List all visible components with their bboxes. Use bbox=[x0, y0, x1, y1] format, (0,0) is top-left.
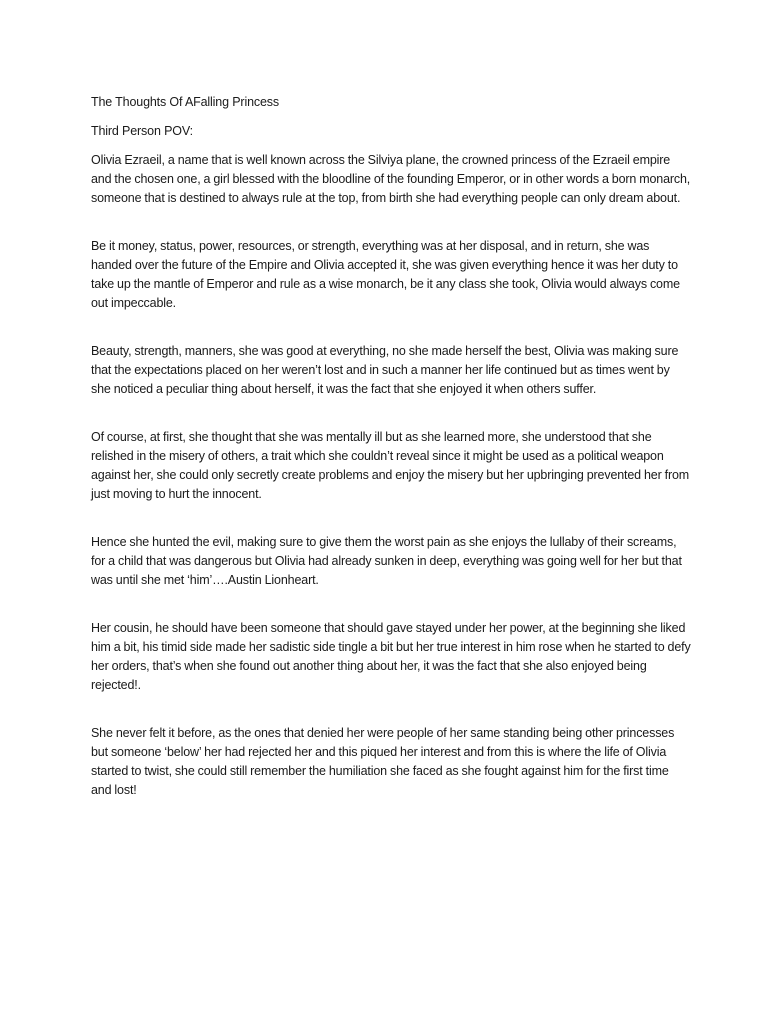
paragraph-3: Beauty, strength, manners, she was good at everything, no she made herself the best, Olivia was making sure that the expectations placed on her weren’t lost and in such a manner her life continued but as times went by she noticed a peculiar thing about herself, it was the fact that she enjoyed it when others suffer. bbox=[91, 344, 679, 396]
document-page bbox=[91, 93, 691, 800]
paragraph-6: Her cousin, he should have been someone that should gave stayed under her power, at the beginning she liked him a bit, his timid side made her sadistic side tingle a bit but her true interest in him rose when he started to defy her orders, that’s when she found out another thing about her, it was the fact that she also enjoyed being rejected!. bbox=[91, 621, 691, 692]
paragraph-1: Olivia Ezraeil, a name that is well known across the Silviya plane, the crowned princess of the Ezraeil empire and the chosen one, a girl blessed with the bloodline of the founding Emperor, or in other words a born monarch, someone that is destined to always rule at the top, from birth she had everything people can only dream about. bbox=[91, 153, 691, 205]
paragraph-5: Hence she hunted the evil, making sure to give them the worst pain as she enjoys the lullaby of their screams, for a child that was dangerous but Olivia had already sunken in deep, everything was going well for her but that was until she met ‘him’….Austin Lionheart. bbox=[91, 535, 682, 587]
story-title: The Thoughts Of AFalling Princess bbox=[91, 95, 279, 109]
paragraph-4: Of course, at first, she thought that she was mentally ill but as she learned more, she understood that she relished in the misery of others, a trait which she couldn’t reveal since it might be used as a political weapon against her, she could only secretly create problems and enjoy the misery but her upbringing prevented her from just moving to hurt the innocent. bbox=[91, 430, 690, 501]
paragraph-7: She never felt it before, as the ones that denied her were people of her same standing being other princesses but someone ‘below’ her had rejected her and this piqued her interest and from this is where the life of Olivia started to twist, she could still remember the humiliation she faced as she fought against him for the first time and lost! bbox=[91, 726, 675, 797]
paragraph-2: Be it money, status, power, resources, or strength, everything was at her disposal, and in return, she was handed over the future of the Empire and Olivia accepted it, she was given everything hence it was her duty to take up the mantle of Emperor and rule as a wise monarch, be it any class she took, Olivia would always come out impeccable. bbox=[91, 239, 680, 310]
pov-heading: Third Person POV: bbox=[91, 124, 193, 138]
